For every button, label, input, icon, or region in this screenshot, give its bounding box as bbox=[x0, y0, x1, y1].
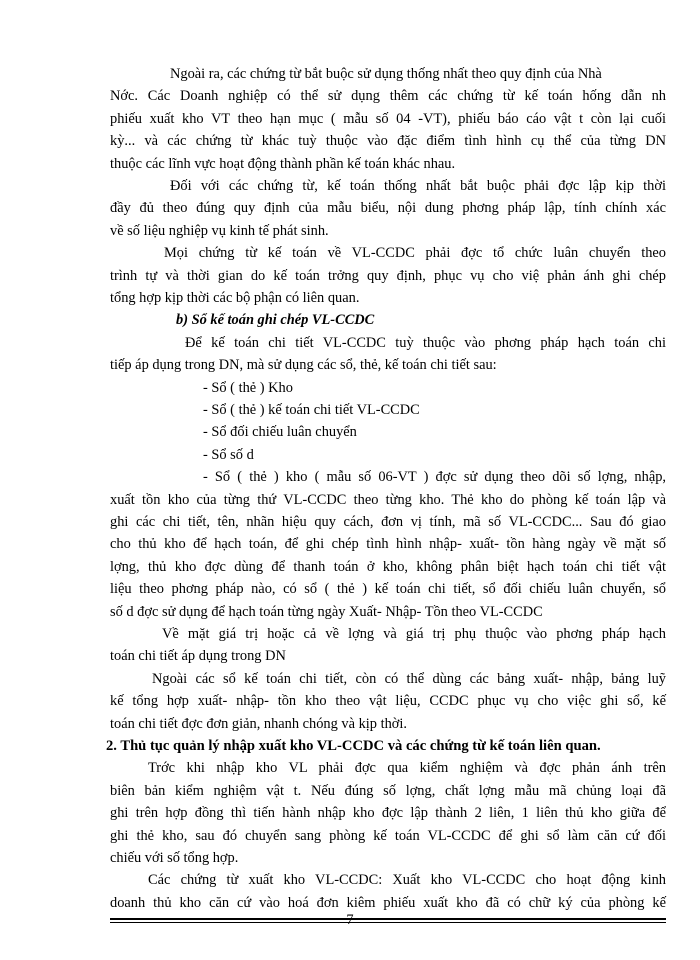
text-line: kế tổng hợp xuất- nhập- tồn kho theo vật liệu, CCDC phục vụ cho việc ghi sổ, kế bbox=[110, 693, 666, 710]
text-line: kỳ... và các chứng từ khác tuỳ thuộc vào đặc điểm tình hình cụ thể của từng DN bbox=[110, 133, 666, 150]
text-line: tiếp áp dụng trong DN, mà sử dụng các sổ, thẻ, kế toán chi tiết sau: bbox=[110, 357, 497, 374]
list-item: - Sổ đối chiếu luân chuyển bbox=[203, 424, 357, 441]
text-line: thuộc các lĩnh vực hoạt động thành phần kế toán khác nhau. bbox=[110, 155, 456, 172]
text-line: về số liệu nghiệp vụ kinh tế phát sinh. bbox=[110, 222, 329, 239]
text-line: phiếu xuất kho VT theo hạn mục ( mẫu số 04 -VT), phiếu báo cáo vật t còn lại cuối bbox=[110, 110, 666, 127]
text-line: Trớc khi nhập kho VL phải đợc qua kiểm nghiệm và đợc phản ánh trên bbox=[148, 760, 666, 777]
text-line: Mọi chứng từ kế toán về VL-CCDC phải đợc tổ chức luân chuyển theo bbox=[164, 245, 666, 262]
text-line: Về mặt giá trị hoặc cả về lợng và giá trị phụ thuộc vào phơng pháp hạch bbox=[162, 626, 666, 642]
section-heading: b) Sổ kế toán ghi chép VL-CCDC bbox=[176, 312, 375, 329]
text-line: Nớc. Các Doanh nghiệp có thể sử dụng thêm các chứng từ kế toán hống dẫn nh bbox=[110, 88, 666, 105]
text-line: cho thủ kho để hạch toán, để ghi chép tình hình nhập- xuất- tồn hàng ngày về mặt số bbox=[110, 536, 666, 553]
text-line: ghi thẻ kho, sau đó chuyển sang phòng kế toán VL-CCDC để ghi sổ làm căn cứ đối bbox=[110, 827, 666, 844]
text-line: ghi trên hợp đồng thì tiến hành nhập kho đợc lập thành 2 liên, 1 liên thủ kho giữa để bbox=[110, 805, 666, 822]
list-item: - Sổ ( thẻ ) kế toán chi tiết VL-CCDC bbox=[203, 402, 420, 418]
page-number: 7 bbox=[346, 912, 354, 928]
text-line: toán chi tiết áp dụng trong DN bbox=[110, 648, 286, 665]
list-item: - Sổ số d bbox=[203, 446, 254, 463]
list-item: - Sổ ( thẻ ) kho ( mẫu số 06-VT ) đợc sử dụng theo dõi số lợng, nhập, bbox=[203, 469, 666, 486]
text-line: lợng, thủ kho đợc dùng để thanh toán ở kho, không phân biệt hạch toán chi tiết vật bbox=[110, 558, 666, 575]
text-line: ghi các chi tiết, tên, nhãn hiệu quy cách, đơn vị tính, mã số VL-CCDC... Sau đó giao bbox=[110, 514, 666, 530]
text-line: liệu theo phơng pháp nào, có sổ ( thẻ ) kế toán chi tiết, sổ đối chiếu luân chuyển, sổ bbox=[110, 581, 666, 598]
text-line: toán chi tiết đợc đơn giản, nhanh chóng và kịp thời. bbox=[110, 715, 407, 732]
text-line: Đối với các chứng từ, kế toán thống nhất bắt buộc phải đợc lập kịp thời bbox=[170, 178, 666, 194]
text-line: Ngoài ra, các chứng từ bắt buộc sử dụng thống nhất theo quy định của Nhà bbox=[170, 66, 602, 82]
text-line: chiếu với số tổng hợp. bbox=[110, 850, 239, 866]
text-line: Ngoài các sổ kế toán chi tiết, còn có thể dùng các bảng xuất- nhập, bảng luỹ bbox=[152, 670, 666, 687]
text-line: đầy đủ theo đúng quy định của mẫu biểu, nội dung phơng pháp lập, tính chính xác bbox=[110, 200, 666, 217]
list-item: - Sổ ( thẻ ) Kho bbox=[203, 379, 293, 396]
text-line: Các chứng từ xuất kho VL-CCDC: Xuất kho VL-CCDC cho hoạt động kinh bbox=[148, 872, 666, 889]
text-line: doanh thủ kho căn cứ vào hoá đơn kiêm phiếu xuất kho đã có chữ ký của phòng kế bbox=[110, 894, 666, 911]
section-heading: 2. Thủ tục quản lý nhập xuất kho VL-CCDC và các chứng từ kế toán liên quan. bbox=[106, 738, 601, 754]
text-line: tổng hợp kịp thời các bộ phận có liên quan. bbox=[110, 290, 360, 306]
text-line: xuất tồn kho của từng thứ VL-CCDC theo từng kho. Thẻ kho do phòng kế toán lập và bbox=[110, 491, 666, 508]
text-line: biên bản kiểm nghiệm vật t. Nếu đúng số lợng, chất lợng mẫu mã chủng loại đã bbox=[110, 782, 666, 799]
text-line: trình tự và thời gian do kế toán trởng quy định, phục vụ cho việ phản ánh ghi chép bbox=[110, 267, 666, 284]
text-line: Để kế toán chi tiết VL-CCDC tuỳ thuộc vào phơng pháp hạch toán chi bbox=[185, 334, 666, 351]
text-line: số d đợc sử dụng để hạch toán từng ngày Xuất- Nhập- Tồn theo VL-CCDC bbox=[110, 603, 543, 620]
